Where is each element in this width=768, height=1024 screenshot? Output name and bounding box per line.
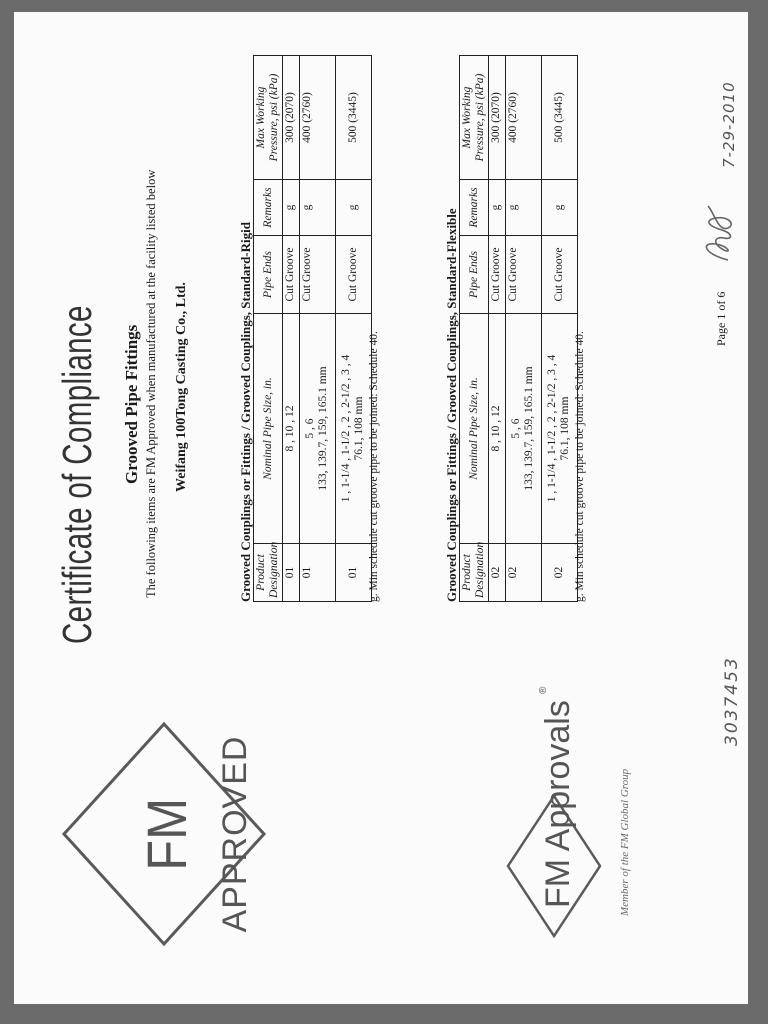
fm-approved-logo [54, 714, 274, 954]
size-cell: 8 , 10 , 12 [489, 314, 505, 544]
pressure-cell: 500 (3445) [541, 56, 577, 180]
header-size: Nominal Pipe Size, in. [460, 314, 489, 544]
remarks-cell: g [489, 180, 505, 236]
header-designation: Product Designation [460, 544, 489, 602]
fm-logo-text: FM [136, 797, 199, 871]
remarks-cell: g [505, 180, 541, 236]
pressure-cell: 300 (2070) [283, 56, 299, 180]
table-header-row [254, 56, 283, 602]
company-name: Weifang 100Tong Casting Co., Ltd. [174, 282, 189, 492]
table-row [283, 56, 299, 602]
header-ends: Pipe Ends [460, 236, 489, 314]
handwritten-file-number: 3037453 [722, 656, 742, 746]
header-designation: Product Designation [254, 544, 283, 602]
fm-global-member-text: Member of the FM Global Group [619, 768, 631, 916]
pressure-cell: 500 (3445) [335, 56, 371, 180]
rigid-table-note: g. Min schedule cut groove pipe to be joined: Schedule 40. [368, 331, 380, 602]
designation-cell: 01 [335, 544, 371, 602]
fm-approvals-brand: FM Approvals [539, 700, 577, 908]
certificate-title: Certificate of Compliance [54, 305, 100, 644]
flexible-table-note: g. Min schedule cut groove pipe to be joined: Schedule 40. [574, 331, 586, 602]
table-header-row [460, 56, 489, 602]
table-row [541, 56, 577, 602]
header-pressure: Max Working Pressure, psi (kPa) [460, 56, 489, 180]
certificate-document [14, 12, 748, 1004]
designation-cell: 01 [299, 544, 335, 602]
size-cell: 5 , 6 133, 139.7, 159, 165.1 mm [505, 314, 541, 544]
handwritten-date: 7-29-2010 [720, 81, 738, 168]
size-cell: 5 , 6 133, 139.7, 159, 165.1 mm [299, 314, 335, 544]
remarks-cell: g [299, 180, 335, 236]
designation-cell: 02 [489, 544, 505, 602]
ends-cell: Cut Groove [299, 236, 335, 314]
designation-cell: 02 [541, 544, 577, 602]
page-number: Page 1 of 6 [714, 291, 728, 346]
header-size: Nominal Pipe Size, in. [254, 314, 283, 544]
header-pressure: Max Working Pressure, psi (kPa) [254, 56, 283, 180]
designation-cell: 01 [283, 544, 299, 602]
certificate-subtitle: Grooved Pipe Fittings [122, 324, 141, 484]
size-cell: 8 , 10 , 12 [283, 314, 299, 544]
registered-mark: ® [538, 686, 549, 694]
ends-cell: Cut Groove [283, 236, 299, 314]
ends-cell: Cut Groove [505, 236, 541, 314]
flexible-table-title: Grooved Couplings or Fittings / Grooved Couplings, Standard-Flexible [444, 208, 459, 602]
intro-text: The following items are FM Approved when manufactured at the facility listed below [144, 169, 158, 598]
header-remarks: Remarks [254, 180, 283, 236]
table-row [489, 56, 505, 602]
table-row [335, 56, 371, 602]
handwritten-signature [694, 202, 744, 264]
ends-cell: Cut Groove [489, 236, 505, 314]
ends-cell: Cut Groove [335, 236, 371, 314]
pressure-cell: 400 (2760) [299, 56, 335, 180]
fm-approvals-logo [494, 676, 644, 956]
header-ends: Pipe Ends [254, 236, 283, 314]
ends-cell: Cut Groove [541, 236, 577, 314]
header-remarks: Remarks [460, 180, 489, 236]
size-cell: 1 , 1-1/4 , 1-1/2 , 2 , 2-1/2 , 3 , 4 76.1, 108 mm [541, 314, 577, 544]
table-row [299, 56, 335, 602]
remarks-cell: g [335, 180, 371, 236]
size-cell: 1 , 1-1/4 , 1-1/2 , 2 , 2-1/2 , 3 , 4 76.1, 108 mm [335, 314, 371, 544]
rigid-couplings-table [253, 55, 372, 602]
table-row [505, 56, 541, 602]
pressure-cell: 400 (2760) [505, 56, 541, 180]
certificate-sheet [14, 12, 748, 1004]
remarks-cell: g [283, 180, 299, 236]
designation-cell: 02 [505, 544, 541, 602]
flexible-couplings-table [459, 55, 578, 602]
pressure-cell: 300 (2070) [489, 56, 505, 180]
rigid-table-title: Grooved Couplings or Fittings / Grooved Couplings, Standard-Rigid [238, 222, 253, 602]
approved-logo-text: APPROVED [216, 735, 254, 933]
remarks-cell: g [541, 180, 577, 236]
